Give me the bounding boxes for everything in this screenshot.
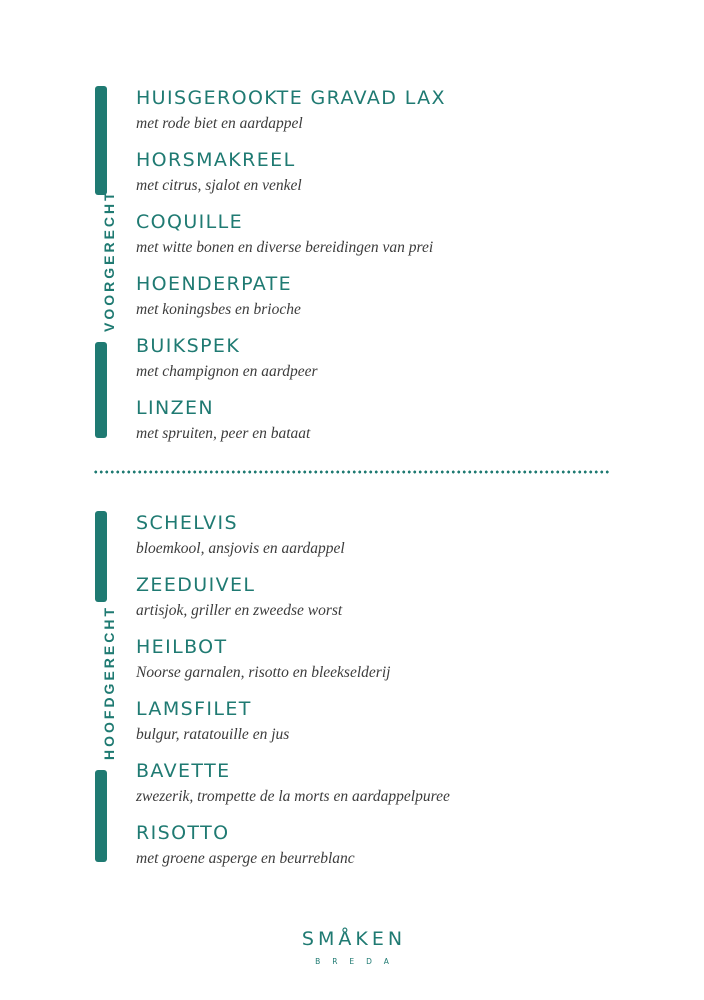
dish-item — [136, 635, 656, 697]
starters-section — [0, 86, 704, 442]
dish-item — [136, 697, 656, 759]
dish-name: LAMSFILET — [136, 698, 252, 720]
dish-description: zwezerik, trompette de la morts en aardappelpuree — [136, 788, 450, 805]
dish-item — [136, 396, 656, 458]
dish-name: HORSMAKREEL — [136, 149, 296, 171]
dish-name: RISOTTO — [136, 822, 230, 844]
dish-item — [136, 272, 656, 334]
dish-description: bulgur, ratatouille en jus — [136, 726, 290, 743]
dish-description: artisjok, griller en zweedse worst — [136, 602, 343, 619]
dish-description: met champignon en aardpeer — [136, 363, 318, 380]
logo-name: SMÅKEN — [301, 928, 407, 950]
section-bar-bottom — [95, 770, 107, 862]
dish-name: HOENDERPATE — [136, 273, 293, 295]
dish-item — [136, 573, 656, 635]
dish-description: met citrus, sjalot en venkel — [136, 177, 302, 194]
section-bar-top — [95, 511, 107, 602]
dotted-divider — [93, 470, 611, 474]
dish-name: COQUILLE — [136, 211, 244, 233]
dish-description: Noorse garnalen, risotto en bleekselderij — [136, 664, 391, 681]
dish-name: LINZEN — [136, 397, 215, 419]
dish-list — [136, 86, 656, 458]
section-bar-top — [95, 86, 107, 195]
dish-description: met groene asperge en beurreblanc — [136, 850, 355, 867]
dish-name: BUIKSPEK — [136, 335, 241, 357]
dish-name: ZEEDUIVEL — [136, 574, 256, 596]
section-label: VOORGERECHT — [101, 189, 117, 332]
dish-description: met rode biet en aardappel — [136, 115, 303, 132]
dish-item — [136, 210, 656, 272]
section-label: HOOFDGERECHT — [101, 605, 117, 760]
dish-name: SCHELVIS — [136, 512, 238, 534]
dish-description: met spruiten, peer en bataat — [136, 425, 311, 442]
dish-item — [136, 759, 656, 821]
section-bar-bottom — [95, 342, 107, 438]
dish-item — [136, 148, 656, 210]
dish-item — [136, 511, 656, 573]
dish-description: met witte bonen en diverse bereidingen van prei — [136, 239, 434, 256]
dish-item — [136, 86, 656, 148]
brand-logo — [0, 928, 704, 967]
dish-item — [136, 821, 656, 883]
dish-item — [136, 334, 656, 396]
dish-list — [136, 511, 656, 883]
mains-section — [0, 511, 704, 867]
dish-description: bloemkool, ansjovis en aardappel — [136, 540, 345, 557]
dish-description: met koningsbes en brioche — [136, 301, 301, 318]
dish-name: HEILBOT — [136, 636, 228, 658]
dish-name: BAVETTE — [136, 760, 231, 782]
logo-city: BREDA — [315, 957, 401, 966]
dish-name: HUISGEROOKTE GRAVAD LAX — [136, 87, 446, 109]
